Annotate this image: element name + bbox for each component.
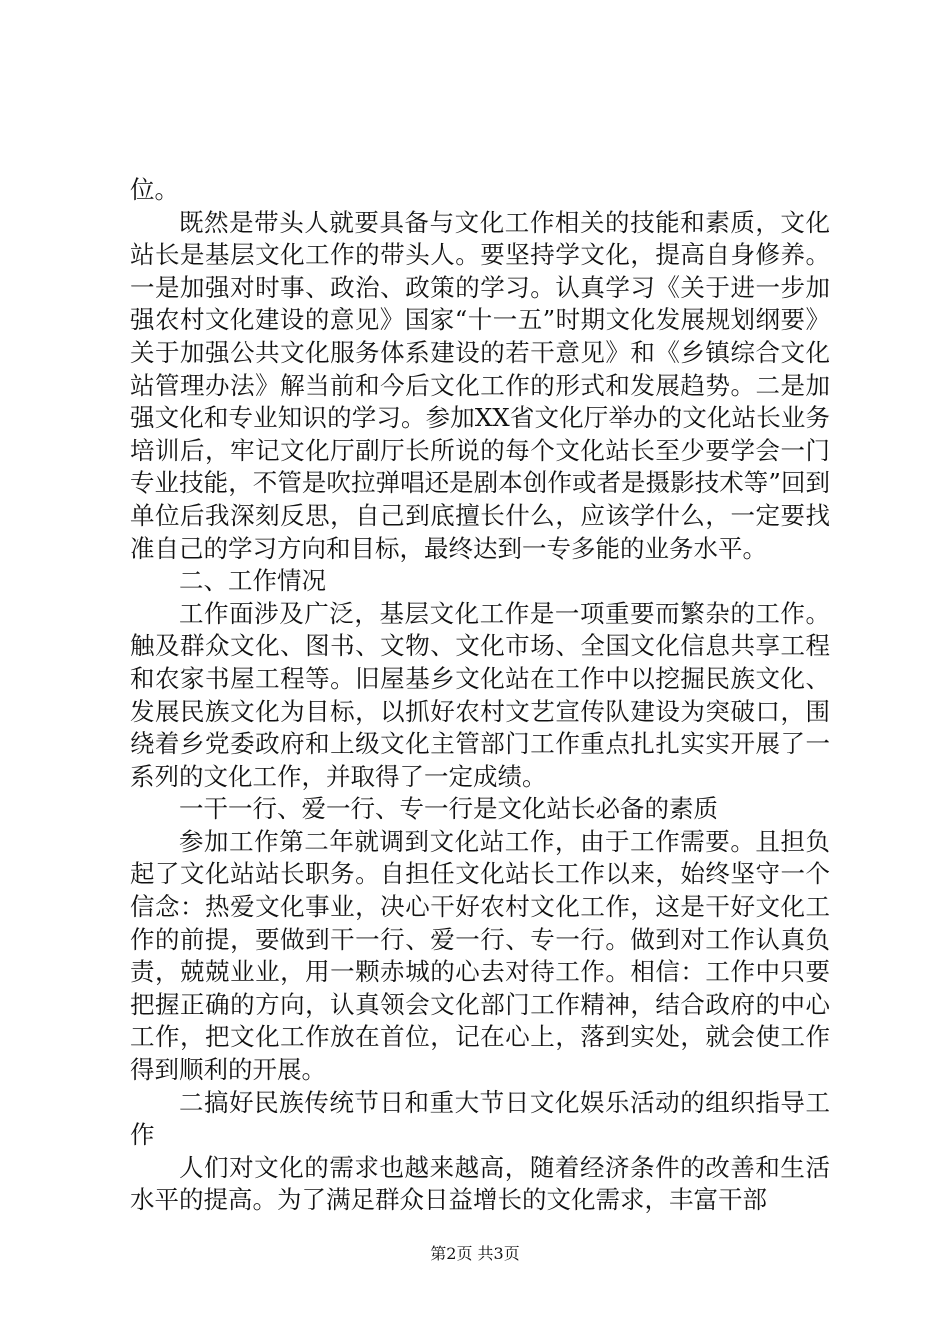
subheading-essential-quality: 一干一行、爱一行、专一行是文化站长必备的素质 — [179, 794, 718, 824]
paragraph-cultural-demand: 人们对文化的需求也越来越高，随着经济条件的改善和生活水平的提高。为了满足群众日益增长的文化需求，丰富干部 — [130, 1152, 830, 1215]
paragraph-work-scope: 工作面涉及广泛，基层文化工作是一项重要而繁杂的工作。触及群众文化、图书、文物、文化市场、全国文化信息共享工程和农家书屋工程等。旧屋基乡文化站在工作中以挖掘民族文化、发展民族文化为目标，以抓好农村文艺宣传队建设为突破口，围绕着乡党委政府和上级文化主管部门工作重点扎扎实实开展了一系列的文化工作，并取得了一定成绩。 — [130, 598, 830, 791]
section-heading-work-situation: 二、工作情况 — [179, 566, 326, 596]
subheading-festival-activities: 二搞好民族传统节日和重大节日文化娱乐活动的组织指导工作 — [130, 1087, 830, 1150]
paragraph-dedication: 参加工作第二年就调到文化站工作，由于工作需要。且担负起了文化站站长职务。自担任文化站长工作以来，始终坚守一个信念：热爱文化事业，决心干好农村文化工作，这是干好文化工作的前提，要做到干一行、爱一行、专一行。做到对工作认真负责，兢兢业业，用一颗赤城的心去对待工作。相信：工作中只要把握正确的方向，认真领会文化部门工作精神，结合政府的中心工作，把文化工作放在首位，记在心上，落到实处，就会使工作得到顺利的开展。 — [130, 826, 830, 1085]
document-body — [130, 174, 830, 1217]
page-footer: 第2页 共3页 — [430, 1244, 520, 1263]
paragraph-self-improvement: 既然是带头人就要具备与文化工作相关的技能和素质，文化站长是基层文化工作的带头人。要坚持学文化，提高自身修养。一是加强对时事、政治、政策的学习。认真学习《关于进一步加强农村文化建设的意见》国家“十一五”时期文化发展规划纲要》关于加强公共文化服务体系建设的若干意见》和《乡镇综合文化站管理办法》解当前和今后文化工作的形式和发展趋势。二是加强文化和专业知识的学习。参加XX省文化厅举办的文化站长业务培训后，牢记文化厅副厅长所说的每个文化站长至少要学会一门专业技能，不管是吹拉弹唱还是剧本创作或者是摄影技术等”回到单位后我深刻反思，自己到底擅长什么，应该学什么，一定要找准自己的学习方向和目标，最终达到一专多能的业务水平。 — [130, 207, 830, 563]
paragraph-continuation: 位。 — [130, 175, 179, 204]
